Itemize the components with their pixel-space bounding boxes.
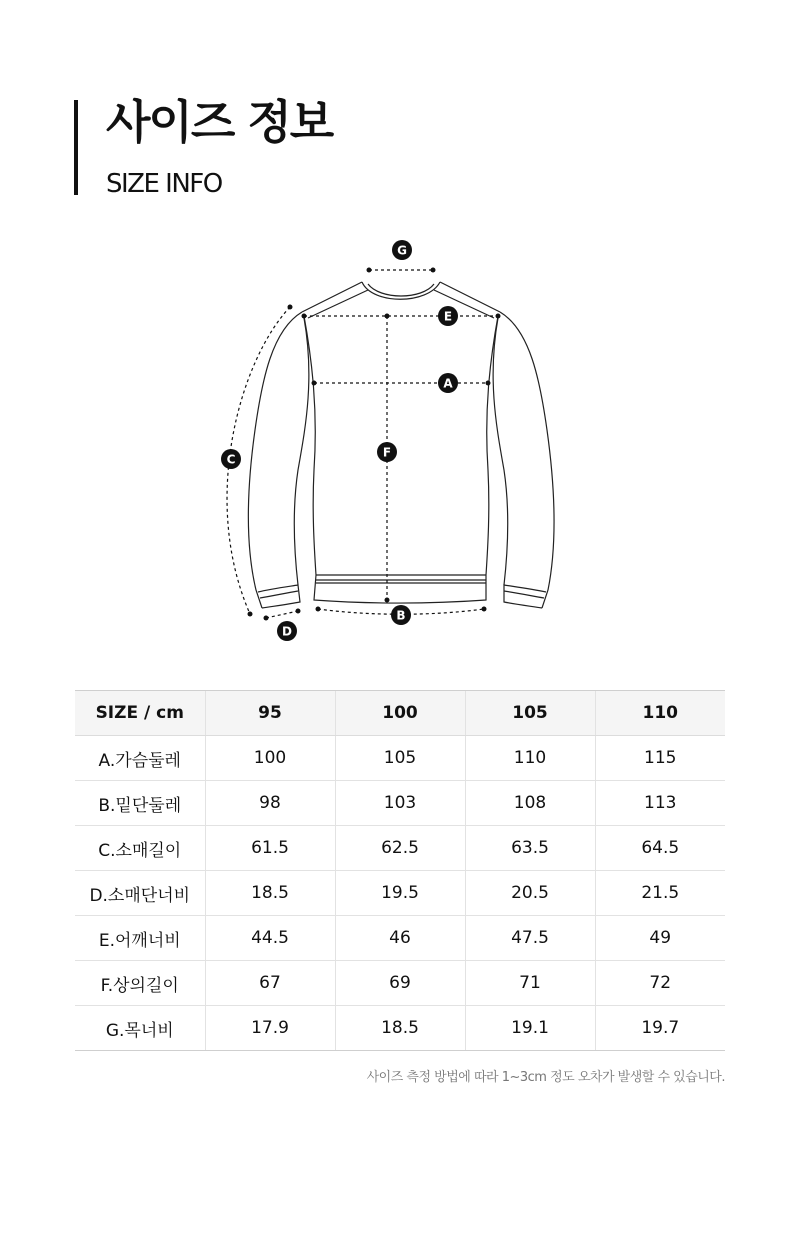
row-label: B.밑단둘레 [75, 781, 205, 826]
svg-text:B: B [396, 608, 406, 623]
table-cell: 62.5 [335, 826, 465, 871]
table-cell: 113 [595, 781, 725, 826]
table-row [75, 1006, 725, 1051]
table-cell: 98 [205, 781, 335, 826]
table-row [75, 826, 725, 871]
table-cell: 67 [205, 961, 335, 1006]
right-sleeve-outer [500, 312, 554, 608]
size-table [75, 690, 725, 1051]
table-cell: 19.5 [335, 871, 465, 916]
table-row [75, 871, 725, 916]
table-cell: 19.7 [595, 1006, 725, 1051]
page-subtitle: SIZE INFO [106, 169, 222, 199]
table-cell: 105 [335, 736, 465, 781]
neckline-inner [368, 284, 434, 296]
table-cell: 103 [335, 781, 465, 826]
left-cuff [258, 585, 300, 608]
svg-text:E: E [443, 309, 453, 324]
table-cell: 63.5 [465, 826, 595, 871]
table-cell: 19.1 [465, 1006, 595, 1051]
row-label: A.가슴둘레 [75, 736, 205, 781]
svg-text:G: G [397, 243, 407, 258]
table-cell: 69 [335, 961, 465, 1006]
svg-text:C: C [226, 452, 236, 467]
body-right-side [486, 316, 498, 575]
table-header-cell: 100 [335, 691, 465, 736]
body-left-side [304, 316, 316, 575]
table-cell: 47.5 [465, 916, 595, 961]
svg-text:F: F [382, 445, 392, 460]
svg-text:A: A [443, 376, 453, 391]
table-cell: 18.5 [335, 1006, 465, 1051]
table-cell: 64.5 [595, 826, 725, 871]
neckline [362, 282, 440, 299]
left-sleeve-inner [294, 318, 309, 585]
table-cell: 100 [205, 736, 335, 781]
table-header-cell: 105 [465, 691, 595, 736]
right-sleeve-inner [493, 318, 508, 585]
right-cuff-line [504, 591, 544, 598]
table-header-cell: 95 [205, 691, 335, 736]
table-row [75, 961, 725, 1006]
table-cell: 17.9 [205, 1006, 335, 1051]
table-cell: 61.5 [205, 826, 335, 871]
table-cell: 44.5 [205, 916, 335, 961]
row-label: D.소매단너비 [75, 871, 205, 916]
table-row [75, 781, 725, 826]
row-label: C.소매길이 [75, 826, 205, 871]
table-cell: 115 [595, 736, 725, 781]
table-cell: 71 [465, 961, 595, 1006]
table-cell: 21.5 [595, 871, 725, 916]
row-label: F.상의길이 [75, 961, 205, 1006]
table-cell: 72 [595, 961, 725, 1006]
table-header-cell: 110 [595, 691, 725, 736]
page-title: 사이즈 정보 [106, 95, 333, 149]
table-cell: 108 [465, 781, 595, 826]
table-header-row [75, 691, 725, 736]
table-cell: 46 [335, 916, 465, 961]
left-sleeve-outer [248, 312, 302, 608]
hem-bottom [314, 575, 486, 603]
measure-line-d [266, 611, 298, 618]
left-cuff-line [260, 591, 298, 598]
table-row [75, 736, 725, 781]
table-cell: 49 [595, 916, 725, 961]
row-label: E.어깨너비 [75, 916, 205, 961]
table-cell: 110 [465, 736, 595, 781]
row-label: G.목너비 [75, 1006, 205, 1051]
table-header-cell: SIZE / cm [75, 691, 205, 736]
table-cell: 18.5 [205, 871, 335, 916]
table-cell: 20.5 [465, 871, 595, 916]
right-cuff [504, 585, 546, 608]
measurement-note: 사이즈 측정 방법에 따라 1~3cm 정도 오차가 발생할 수 있습니다. [366, 1070, 725, 1085]
table-row [75, 916, 725, 961]
svg-text:D: D [282, 624, 292, 639]
